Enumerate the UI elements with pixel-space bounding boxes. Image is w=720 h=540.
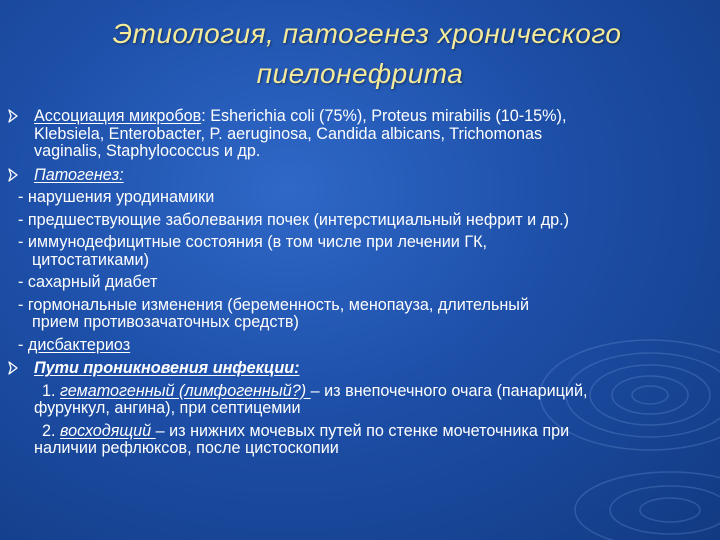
route1-number: 1.	[42, 381, 60, 400]
slide-title-line1: Этиология, патогенез хронического	[112, 18, 622, 49]
pathogenesis-item	[8, 337, 714, 355]
pathogenesis-item: - нарушения уродинамики	[18, 188, 215, 206]
microbes-text-line3: vaginalis, Staphylococcus и др.	[34, 142, 261, 160]
microbes-text-line1: : Esherichia coli (75%), Proteus mirabilis (10-15%),	[201, 107, 567, 125]
bullet-pathogenesis	[8, 167, 714, 185]
arrow-bullet-icon	[8, 361, 18, 375]
pathogenesis-item-cont	[8, 252, 714, 270]
arrow-bullet-icon	[8, 168, 18, 182]
dysbacteriosis-label: дисбактериоз	[27, 335, 131, 354]
pathogenesis-item: - сахарный диабет	[18, 273, 158, 291]
route1-text-line1: – из внепочечного очага (панариций,	[310, 381, 588, 400]
pathogenesis-item: - предшествующие заболевания почек (интерстициальный нефрит и др.)	[18, 210, 570, 229]
pathogenesis-item: - гормональные изменения (беременность, менопауза, длительный	[18, 295, 529, 314]
route2-text-line1: – из нижних мочевых путей по стенке мочеточника при	[155, 421, 570, 440]
pathogenesis-item-cont-text: цитостатиками)	[32, 250, 149, 269]
bullet-routes	[8, 360, 714, 378]
route2-label: восходящий	[60, 421, 156, 440]
route-1	[8, 383, 714, 401]
pathogenesis-label: Патогенез:	[34, 165, 124, 184]
arrow-bullet-icon	[8, 109, 18, 123]
route1-text-line2: фурункул, ангина), при септицемии	[34, 399, 301, 417]
route-2	[8, 423, 714, 441]
route2-text-line2: наличии рефлюксов, после цистоскопии	[34, 439, 339, 457]
slide-title-line2: пиелонефрита	[256, 58, 464, 89]
microbes-text-line2: Klebsiela, Enterobacter, P. aeruginosa, Candida albicans, Trichomonas	[34, 124, 543, 143]
bullet-microbes	[8, 108, 714, 126]
pathogenesis-item-cont-text: прием противозачаточных средств)	[32, 313, 299, 331]
routes-label: Пути проникновения инфекции:	[34, 359, 300, 377]
pathogenesis-dash: -	[18, 335, 28, 354]
route2-number: 2.	[42, 421, 60, 440]
slide-title	[0, 14, 720, 94]
route1-label: гематогенный (лимфогенный?)	[60, 381, 311, 400]
pathogenesis-item-cont	[8, 314, 714, 332]
pathogenesis-item: - иммунодефицитные состояния (в том числе при лечении ГК,	[18, 233, 488, 251]
slide-content	[8, 108, 714, 458]
microbes-label: Ассоциация микробов	[34, 107, 202, 125]
